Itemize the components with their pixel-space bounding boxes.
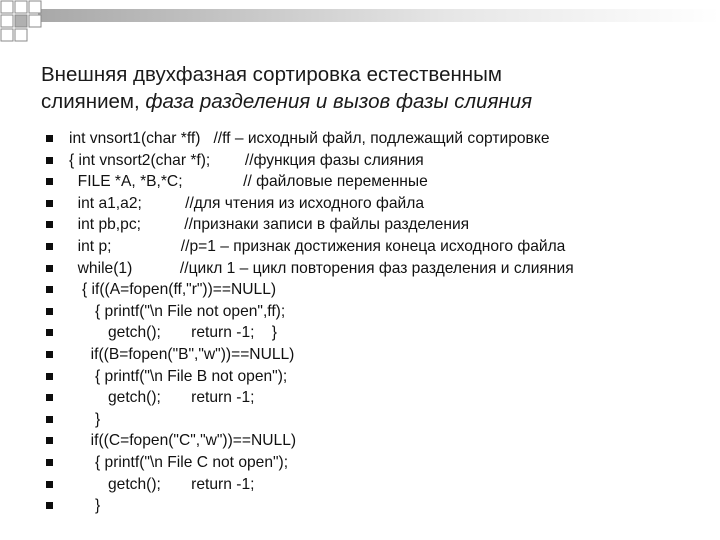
square-bullet-icon bbox=[46, 481, 53, 488]
deco-square-6 bbox=[29, 15, 41, 27]
code-line-text: { printf("\n File not open",ff); bbox=[69, 302, 286, 320]
slide-title-line2-plain: слиянием, bbox=[41, 90, 140, 113]
deco-square-2 bbox=[15, 1, 27, 13]
code-line bbox=[46, 150, 716, 172]
code-line bbox=[46, 258, 716, 280]
square-bullet-icon bbox=[46, 178, 53, 185]
square-bullet-icon bbox=[46, 265, 53, 272]
square-bullet-icon bbox=[46, 243, 53, 250]
slide-title bbox=[41, 61, 701, 115]
code-line bbox=[46, 495, 716, 517]
code-line-text: getch(); return -1; } bbox=[69, 324, 277, 342]
code-line-text: getch(); return -1; bbox=[69, 389, 255, 407]
square-bullet-icon bbox=[46, 502, 53, 509]
deco-square-8 bbox=[15, 29, 27, 41]
header-decoration-graphic bbox=[0, 0, 720, 45]
deco-square-1 bbox=[1, 1, 13, 13]
square-bullet-icon bbox=[46, 437, 53, 444]
square-bullet-icon bbox=[46, 329, 53, 336]
code-line-text: { printf("\n File C not open"); bbox=[69, 453, 289, 471]
header-gradient-bar bbox=[38, 9, 720, 22]
code-line bbox=[46, 214, 716, 236]
code-line-text: } bbox=[69, 497, 101, 515]
code-line-text: { if((A=fopen(ff,"r"))==NULL) bbox=[69, 281, 277, 299]
slide-title-line1: Внешняя двухфазная сортировка естественным bbox=[41, 63, 502, 86]
header-decoration bbox=[0, 0, 720, 45]
deco-square-5 bbox=[15, 15, 27, 27]
code-line bbox=[46, 474, 716, 496]
code-line-text: { int vnsort2(char *f); //функция фазы слияния bbox=[69, 151, 424, 169]
code-line bbox=[46, 430, 716, 452]
code-line bbox=[46, 236, 716, 258]
square-bullet-icon bbox=[46, 200, 53, 207]
code-line-text: int pb,pc; //признаки записи в файлы разделения bbox=[69, 216, 470, 234]
code-line-text: if((C=fopen("C","w"))==NULL) bbox=[69, 432, 297, 450]
code-line bbox=[46, 128, 716, 150]
square-bullet-icon bbox=[46, 308, 53, 315]
square-bullet-icon bbox=[46, 157, 53, 164]
code-line-text: FILE *A, *B,*C; // файловые переменные bbox=[69, 173, 428, 191]
square-bullet-icon bbox=[46, 286, 53, 293]
code-line-text: getch(); return -1; bbox=[69, 475, 255, 493]
code-line-text: int a1,a2; //для чтения из исходного файла bbox=[69, 194, 425, 212]
slide-title-line2 bbox=[41, 88, 701, 115]
square-bullet-icon bbox=[46, 416, 53, 423]
deco-square-7 bbox=[1, 29, 13, 41]
code-line-text: int vnsort1(char *ff) //ff – исходный файл, подлежащий сортировке bbox=[69, 130, 550, 147]
code-line-text: { printf("\n File B not open"); bbox=[69, 367, 288, 385]
code-line bbox=[46, 171, 716, 193]
square-bullet-icon bbox=[46, 351, 53, 358]
code-line-text: int p; //p=1 – признак достижения конеца исходного файла bbox=[69, 237, 566, 255]
code-line bbox=[46, 301, 716, 323]
deco-square-4 bbox=[1, 15, 13, 27]
square-bullet-icon bbox=[46, 394, 53, 401]
code-line-text: } bbox=[69, 410, 101, 428]
code-line bbox=[46, 366, 716, 388]
code-line bbox=[46, 409, 716, 431]
code-line bbox=[46, 279, 716, 301]
square-bullet-icon bbox=[46, 221, 53, 228]
code-line bbox=[46, 344, 716, 366]
code-line-text: while(1) //цикл 1 – цикл повторения фаз разделения и слияния bbox=[69, 259, 574, 277]
slide-title-line2-italic: фаза разделения и вызов фазы слияния bbox=[139, 90, 533, 113]
square-bullet-icon bbox=[46, 373, 53, 380]
square-bullet-icon bbox=[46, 459, 53, 466]
square-bullet-icon bbox=[46, 135, 53, 142]
deco-square-3 bbox=[29, 1, 41, 13]
code-line bbox=[46, 322, 716, 344]
code-line bbox=[46, 387, 716, 409]
code-line bbox=[46, 452, 716, 474]
code-line-text: if((B=fopen("B","w"))==NULL) bbox=[69, 345, 295, 363]
code-listing bbox=[46, 128, 716, 517]
code-line bbox=[46, 193, 716, 215]
